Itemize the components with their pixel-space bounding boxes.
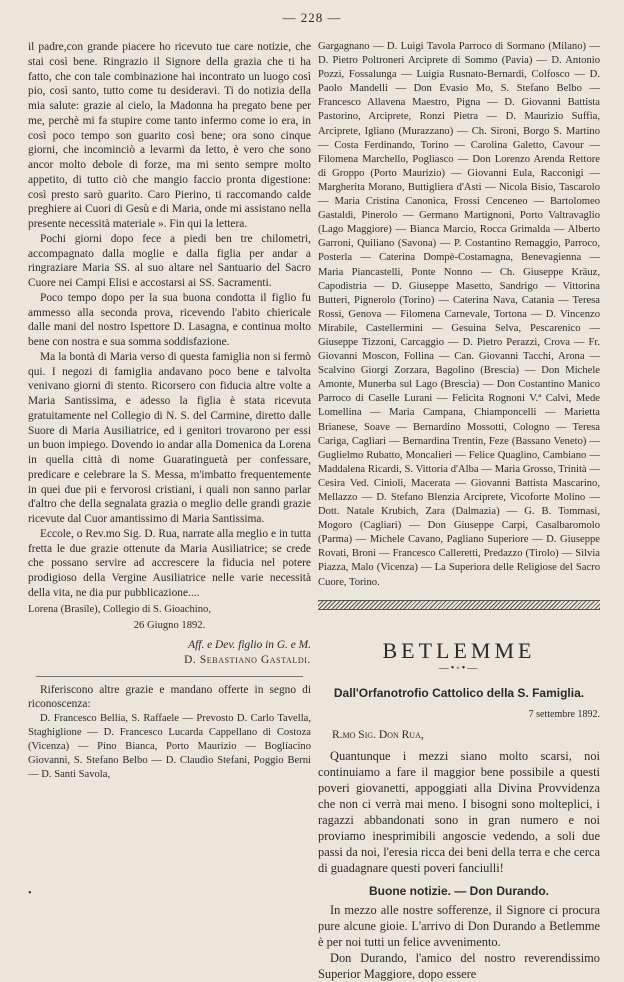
section-heading: Buone notizie. — Don Durando. — [369, 884, 549, 899]
dateline-date: 26 Giugno 1892. — [133, 620, 206, 632]
letter-paragraph: Ma la bontà di Maria verso di questa famiglia non si fermò qui. I negozi di famiglia andavano poco bene e talvolta venivano giorni di stento. Ricorsero con fiducia altre volte a Maria Santissima, e adesso la figlia è stata ricevuta gratuitamente nel Collegio di N. S. del Carmine, diretto dalle Suore di Maria Ausiliatrice, ed i genitori trovarono per essi un buon impiego. Dovendo io andar alla Domenica da Lorena in quella città di nome Guaratinguetà per confessare, predicare e celebrare la S. Messa, m'imbatto frequentemente in quei due pii e fervorosi cristiani, i quali non sanno parlar d'altro che della segnalata grazia o meglio delle grandi grazie ricevute dal Cuor amantissimo di Maria Santissima. — [28, 350, 311, 525]
bullet-mark: • — [28, 888, 32, 899]
letter-paragraph: In mezzo alle nostre sofferenze, il Signore ci procura pure alcune gioie. L'arrivo di Don Durando a Betlemme è per noi tutti un felice avvenimento. — [318, 903, 600, 950]
letter-paragraph: il padre,con grande piacere ho ricevuto tue care notizie, che stai così bene. Ringrazio il Signore della grazia che ti ha fatto, che con tale combinazione hai incontrato un luogo così pio, così santo, tutto come tu desideravi. Ti do notizia della mia salute: grazie al cielo, la Madonna ha pregato bene per me, perchè mi fa stupire come tanto infermo come io era, in così poco tempo son guarito così bene; ora sono cinque giorni, che incominciò a levarmi da letto, è vero che sono ancor molto debole di forze, ma mi sento sempre molto appetito, di tutto ciò che mangio faccio pronta digestione: così presto sarò guarito. Caro Pierino, ti raccomando calde preghiere ai Cuori di Gesù e di Maria, onde mi assistano nella presente necessità materiale ». Fin qui la lettera. — [28, 41, 311, 230]
thanks-intro: Riferiscono altre grazie e mandano offerte in segno di riconoscenza: — [28, 683, 311, 711]
letter-paragraph: Pochi giorni dopo fece a piedi ben tre chilometri, accompagnato dalla moglie e dalla figlia per andar a ringraziare Maria SS. al suo altare nel Santuario del Sacro Cuore nei Campi Elisi e accostarsi ai SS. Sacramenti. — [28, 232, 311, 289]
left-column — [28, 40, 311, 900]
signoff: Aff. e Dev. figlio in G. e M. — [188, 639, 311, 651]
thanks-list: D. Francesco Bellia, S. Raffaele — Prevosto D. Carlo Tavella, Staghiglione — D. Francesco Lucarda Cappellano di Costoza (Vicenza) — Pino Bianca, Porto Maurizio — Boglíacino Giovanni, S. Stefano Belbo — D. Claudio Stefani, Poggio Berni — D. Santi Savola, — [28, 713, 311, 780]
names-list: Gargagnano — D. Luigi Tavola Parroco di Sormano (Milano) — D. Pietro Poltroneri Arciprete di Sommo (Pavia) — D. Antonio Pozzi, Fossalunga — Luigia Rusnato-Bernardi, Colfosco — D. Paolo Mandelli — Don Evasio Mo, S. Stefano Belbo — Francesco Allavena Maestro, Pigna — D. Giovanni Battista Pastorino, Arciprete, Ronzi Pietra — D. Maurizio Suffia, Arciprete, Igliano (Murazzano) — Ch. Sironi, Borgo S. Martino — Costa Ferdinando, Torino — Carolina Galetto, Cavour — Filomena Marchello, Pogliasco — Don Lorenzo Arenda Rettore di Groppo (Porto Maurizio) — Giovanni Eula, Racconigi — Margherita Morano, Buttigliera d'Asti — Nicola Bisio, Tascarolo — Maria Cristina Canonica, Frossi Cenceneo — Bartolomeo Gastaldi, Pinerolo — Germano Martignoni, Porto Valtravaglio (Lago Maggiore) — Bianca Marcio, Rocca Grimalda — Alberto Garroni, Quiliano (Savona) — P. Costantino Remaggio, Parroco, Posterla — Caterina Dompè-Costamagna, Benevagienna — Maria Piancastelli, Ponte Nonno — Ch. Giuseppe Kräuz, Capodistria — D. Giuseppe Masetto, Sandrigo — Vittorina Butteri, Pignerolo (Torino) — Caterina Nava, Catania — Teresa Rossi, Genova — Filomena Carnevale, Tortona — D. Vincenzo Mirabile, Castellermini — Gesuina Selva, Pescarenico — Giuseppe Tizzoni, Carcaggio — D. Pietro Perazzi, Crova — Fr. Giovanni Moscon, Follina — Can. Giovanni Tacchi, Arona — Scalvino Giorgi Zorzara, Bagolino (Brescia) — Don Michele Amonte, Munerba sul Lago (Brescia) — Don Costantino Manico Parroco di Caselle Lurani — Felicita Rognoni V.ª Calvi, Mede Lomellina — Maria Campana, Chiamponcelli — Marietta Brianese, Soave — Bernardino Mossotti, Cologno — Teresa Cariga, Cagliari — Bernardina Trentin, Feze (Bassano Veneto) — Guglielmo Rubatto, Moncalieri — Felice Quaglino, Cambiano — Maddalena Ricardi, S. Vittoria d'Alba — Maria Grosso, Trinità — Cesira Ved. Cinioli, Macerata — Giovanni Battista Mascarino, Mellazzo — D. Stefano Blenzia Arciprete, Vicoforte Molino — Dott. Natale Krubich, Zara (Dalmazia) — G. B. Tommasi, Mogoro (Cagliari) — Don Giuseppe Carpi, Casalbaromolo (Parma) — Michele Cavano, Pagliano Superiore — D. Giuseppe Rovati, Broni — Francesco Calleretti, Predazzo (Tirolo) — Silvia Piazza, Malo (Vicenza) — La Superiora delle Religiose del Sacro Cuore, Torino. — [318, 41, 600, 588]
salutation: R.mo Sig. Don Rua, — [332, 729, 424, 742]
letter-date: 7 settembre 1892. — [528, 708, 600, 720]
page-number: — 228 — — [282, 10, 342, 25]
letter-paragraph: Poco tempo dopo per la sua buona condotta il figlio fu ammesso alla seconda prova, ricevendo l'abito chiericale dalle mani del nostro Ispettore D. Lasagna, e continua molto bene con nostra e sua somma soddisfazione. — [28, 291, 311, 348]
right-column — [318, 40, 600, 982]
ornamental-divider — [318, 600, 600, 610]
divider — [36, 676, 303, 677]
signer-name: D. Sebastiano Gastaldi. — [184, 653, 311, 666]
letter-paragraph: Eccole, o Rev.mo Sig. D. Rua, narrate alla meglio e in tutta fretta le due grazie ottenute da Maria Ausiliatrice; se crede che possano servire ad accrescere la fiducia nel potere prodigioso della Vergine Ausiliatrice nelle varie necessità della vita, ne dia pur pubblicazione.... — [28, 527, 311, 599]
letter-paragraph: Quantunque i mezzi siano molto scarsi, noi continuiamo a fare il maggior bene possibile a questi poveri giovanetti, appoggiati alla Divina Provvidenza che non ci verrà mai meno. I bisogni sono molteplici, i ragazzi abbandonati sono in gran numero e noi proviamo inesprimibili angoscie vedendo, a soli due passi da noi, l'eresia ricca dei beni della terra e che cerca di guadagnare questi poveri fanciulli! — [318, 749, 600, 876]
ornament: —•◦•— — [438, 662, 480, 674]
letter-paragraph: Don Durando, l'amico del nostro reverendissimo Superior Maggiore, dopo essere — [318, 951, 600, 982]
section-title: BETLEMME — [382, 637, 536, 663]
section-subtitle: Dall'Orfanotrofio Cattolico della S. Famiglia. — [333, 685, 585, 700]
dateline: Lorena (Brasile), Collegio di S. Gioachino, — [28, 603, 211, 615]
